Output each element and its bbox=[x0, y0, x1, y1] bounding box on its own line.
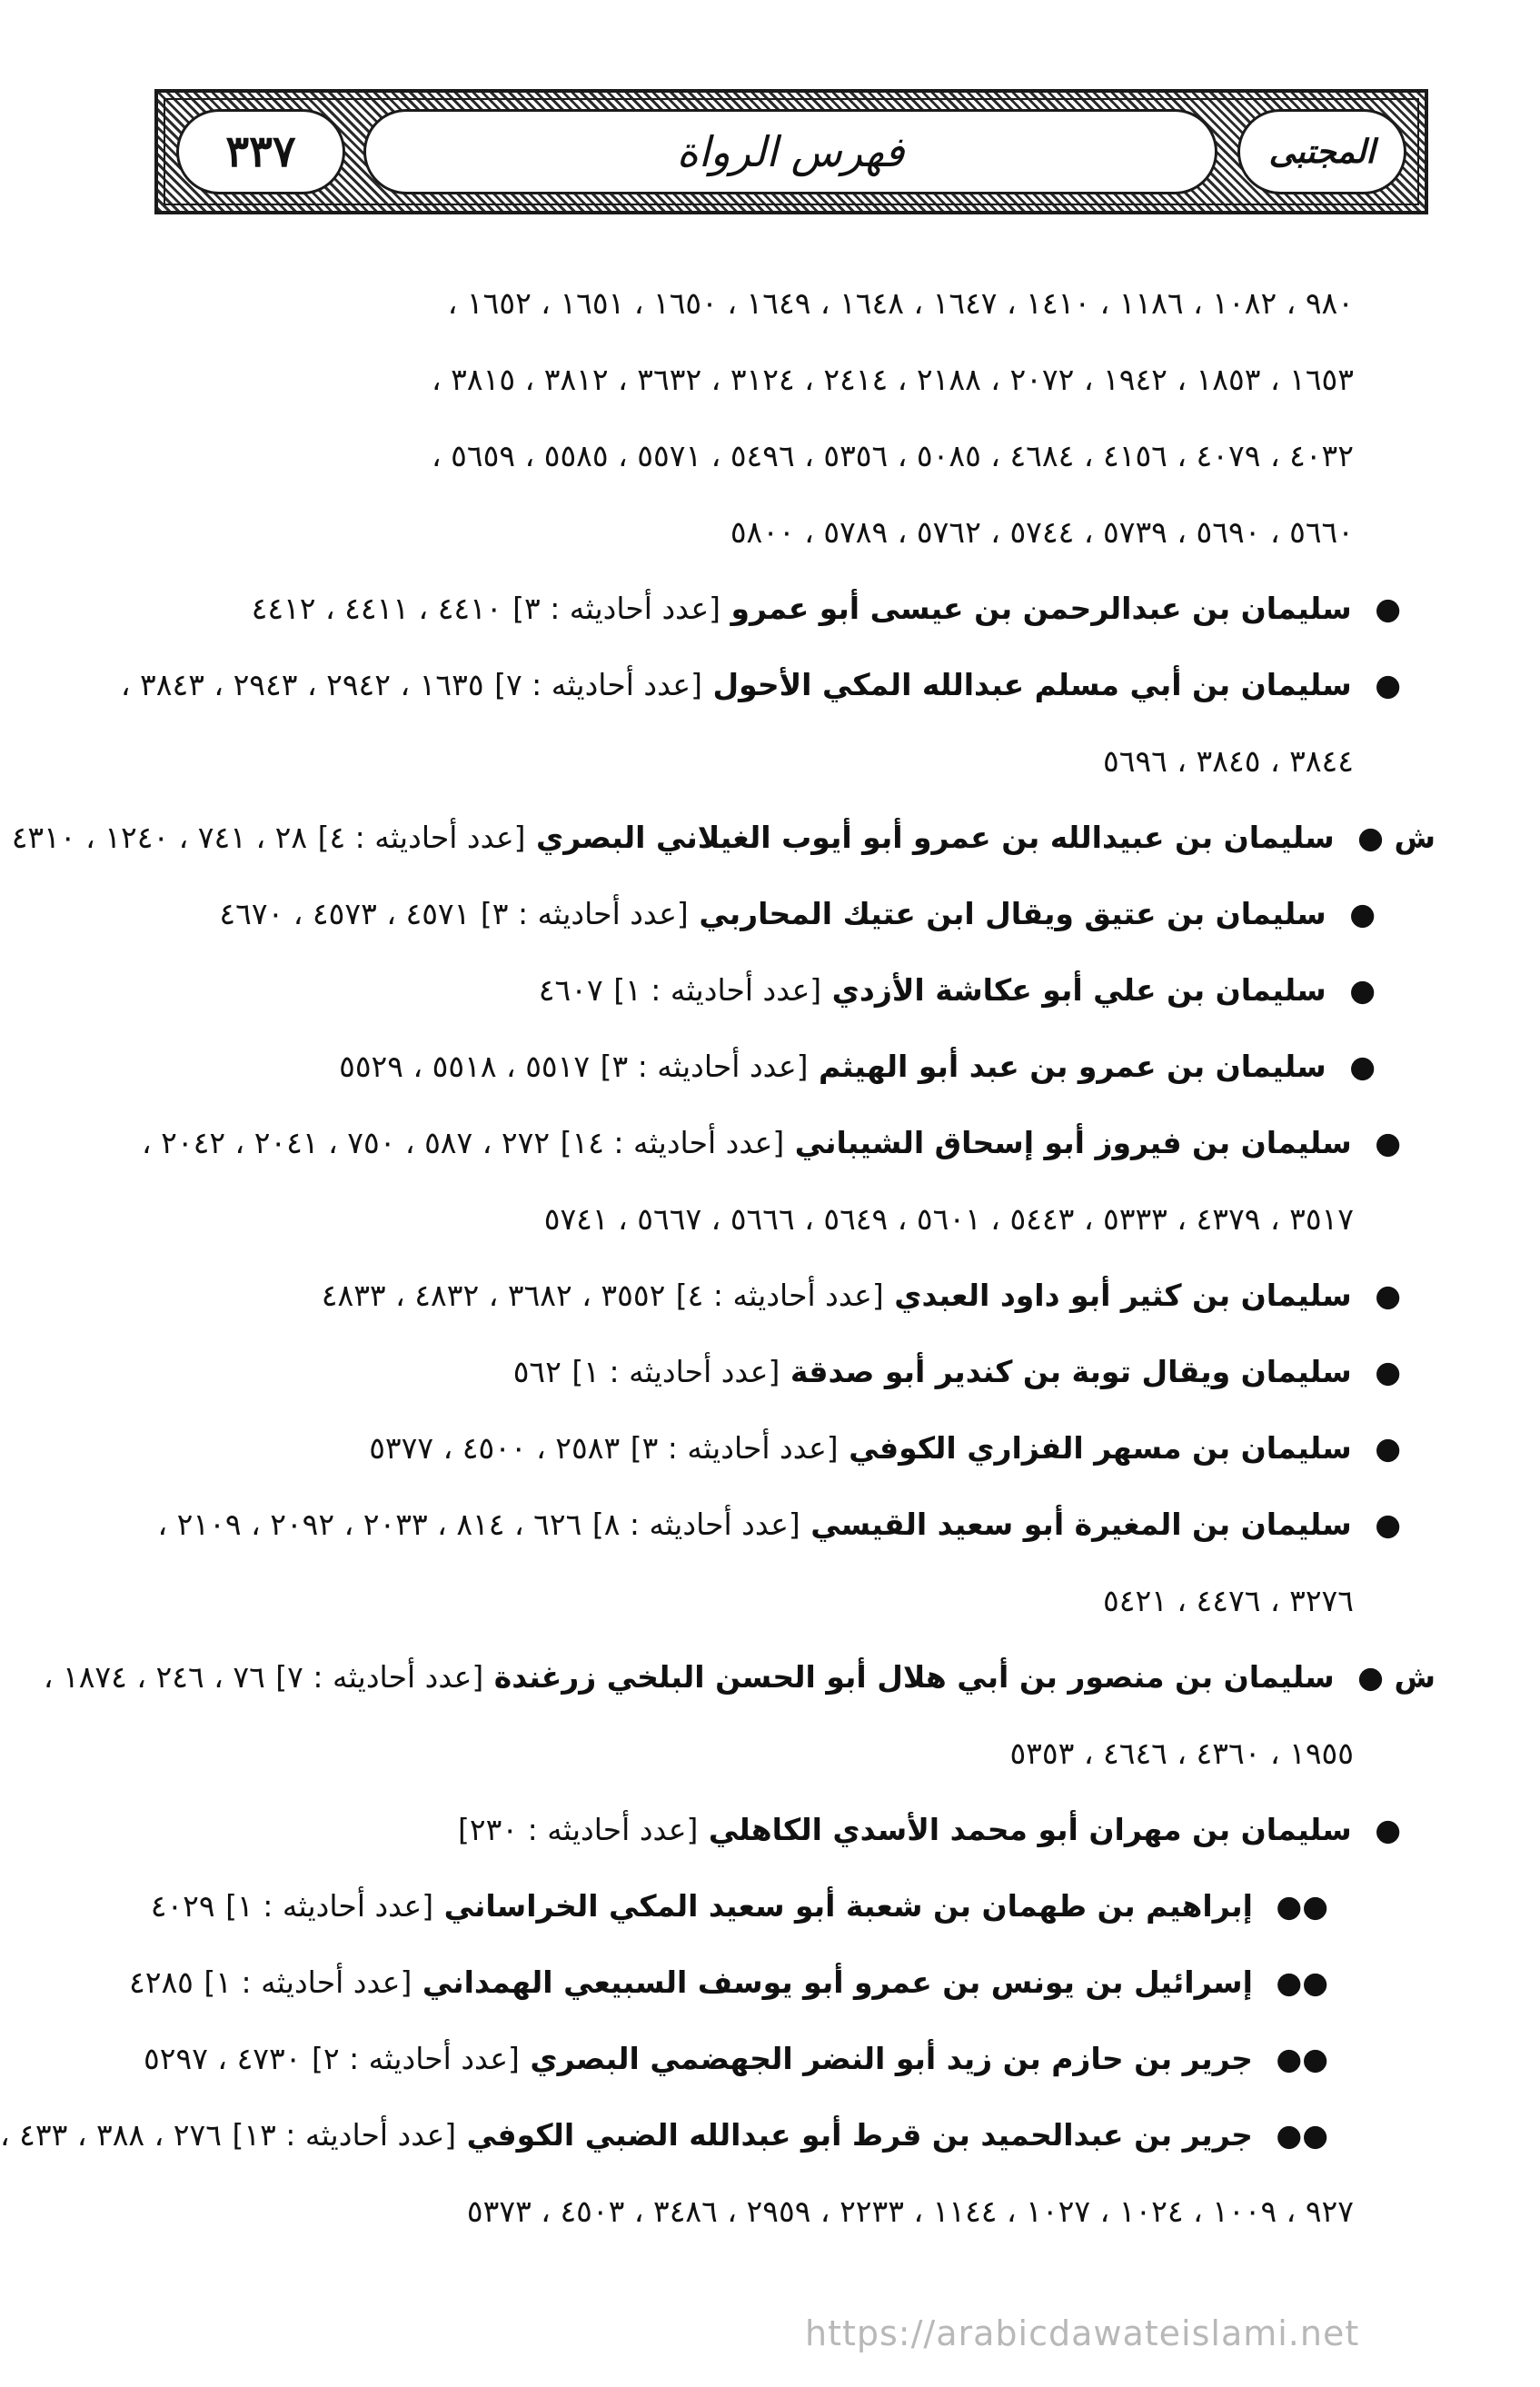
hadith-count: [عدد أحاديثه : ١] bbox=[613, 972, 822, 1008]
hadith-refs-continuation bbox=[153, 1716, 1436, 1792]
narrator-entry bbox=[43, 1639, 1436, 1716]
title-cartouche bbox=[363, 109, 1217, 194]
hadith-count: [عدد أحاديثه : ٣] bbox=[512, 591, 721, 626]
hadith-count: [عدد أحاديثه : ١٣] bbox=[232, 2117, 457, 2153]
entry-marker: ● bbox=[1375, 1507, 1401, 1542]
hadith-refs: ٤٥٧١ ، ٤٥٧٣ ، ٤٦٧٠ bbox=[219, 896, 471, 931]
narrator-name: سليمان بن المغيرة أبو سعيد القيسي bbox=[810, 1507, 1352, 1542]
hadith-count: [عدد أحاديثه : ١] bbox=[225, 1888, 434, 1924]
entry-marker: ● bbox=[1375, 1430, 1401, 1466]
narrator-entry bbox=[153, 1334, 1436, 1410]
entry-marker: ● bbox=[1375, 667, 1401, 702]
hadith-refs: ١٦٥٣ ، ١٨٥٣ ، ١٩٤٢ ، ٢٠٧٢ ، ٢١٨٨ ، ٢٤١٤ ، ٣١٢٤ ، ٣٦٣٢ ، ٣٨١٢ ، ٣٨١٥ ، bbox=[432, 362, 1354, 397]
hadith-count: [عدد أحاديثه : ٤] bbox=[317, 820, 526, 855]
hadith-refs: ٣٢٧٦ ، ٤٤٧٦ ، ٥٤٢١ bbox=[1103, 1583, 1354, 1618]
hadith-refs-continuation bbox=[153, 342, 1436, 418]
narrator-name: جرير بن عبدالحميد بن قرط أبو عبدالله الضبي الكوفي bbox=[466, 2117, 1253, 2153]
narrator-name: سليمان بن عمرو بن عبد أبو الهيثم bbox=[819, 1049, 1326, 1084]
hadith-count: [عدد أحاديثه : ٨] bbox=[591, 1507, 800, 1542]
hadith-refs-continuation bbox=[153, 723, 1436, 800]
narrator-name: سليمان بن عبدالرحمن بن عيسى أبو عمرو bbox=[730, 591, 1352, 626]
hadith-refs: ٤٠٢٩ bbox=[150, 1888, 215, 1924]
narrator-entry bbox=[120, 647, 1436, 723]
hadith-refs: ٩٢٧ ، ١٠٠٩ ، ١٠٢٤ ، ١٠٢٧ ، ١١٤٤ ، ٢٢٣٣ ، ٢٩٥٩ ، ٣٤٨٦ ، ٤٥٠٣ ، ٥٣٧٣ bbox=[466, 2193, 1354, 2229]
narrator-name: إبراهيم بن طهمان بن شعبة أبو سعيد المكي الخراساني bbox=[443, 1888, 1253, 1924]
hadith-refs: ٢٨ ، ٧٤١ ، ١٢٤٠ ، ٤٣١٠ bbox=[11, 820, 308, 855]
hadith-refs: ٤٧٣٠ ، ٥٢٩٧ bbox=[144, 2041, 302, 2076]
hadith-count: [عدد أحاديثه : ٢] bbox=[311, 2041, 520, 2076]
narrator-name: سليمان بن مهران أبو محمد الأسدي الكاهلي bbox=[708, 1812, 1352, 1847]
hadith-refs-continuation bbox=[153, 1181, 1436, 1258]
hadith-count: [عدد أحاديثه : ٣] bbox=[600, 1049, 809, 1084]
page-header bbox=[154, 89, 1428, 214]
hadith-refs: ٤٢٨٥ bbox=[129, 1964, 194, 2000]
narrator-name: سليمان بن علي أبو عكاشة الأزدي bbox=[831, 972, 1326, 1008]
page-number-cartouche bbox=[176, 109, 345, 194]
hadith-refs: ٢٥٨٣ ، ٤٥٠٠ ، ٥٣٧٧ bbox=[369, 1430, 621, 1466]
hadith-refs-continuation bbox=[153, 418, 1436, 494]
hadith-refs: ٢٧٢ ، ٥٨٧ ، ٧٥٠ ، ٢٠٤١ ، ٢٠٤٢ ، bbox=[142, 1125, 551, 1160]
entry-marker: ●● bbox=[1276, 2041, 1328, 2076]
hadith-refs: ٦٢٦ ، ٨١٤ ، ٢٠٣٣ ، ٢٠٩٢ ، ٢١٠٩ ، bbox=[157, 1507, 582, 1542]
hadith-refs: ٤٦٠٧ bbox=[538, 972, 603, 1008]
narrator-name: سليمان بن مسهر الفزاري الكوفي bbox=[849, 1430, 1352, 1466]
hadith-count: [عدد أحاديثه : ٧] bbox=[494, 667, 702, 702]
narrator-entry bbox=[153, 952, 1436, 1029]
entry-marker: ● bbox=[1375, 1354, 1401, 1389]
narrator-entry bbox=[0, 2097, 1436, 2173]
entry-marker: ●● bbox=[1276, 1888, 1328, 1924]
narrators-index-body bbox=[0, 265, 1436, 2250]
narrator-entry bbox=[11, 800, 1436, 876]
page-title: فهرس الرواة bbox=[676, 127, 905, 176]
entry-marker: ●● bbox=[1276, 2117, 1328, 2153]
hadith-refs: ٥٦٢ bbox=[512, 1354, 561, 1389]
book-logo: المجتبى bbox=[1268, 133, 1376, 171]
entry-marker: ● bbox=[1349, 1049, 1376, 1084]
narrator-name: سليمان بن أبي مسلم عبدالله المكي الأحول bbox=[712, 667, 1352, 702]
hadith-refs: ٢٧٦ ، ٣٨٨ ، ٤٣٣ ، bbox=[0, 2117, 222, 2153]
hadith-refs: ٤٤١٠ ، ٤٤١١ ، ٤٤١٢ bbox=[251, 591, 502, 626]
hadith-count: [عدد أحاديثه : ٣] bbox=[480, 896, 689, 931]
watermark-url: https://arabicdawateislami.net bbox=[805, 2313, 1360, 2353]
hadith-refs: ٥٦٦٠ ، ٥٦٩٠ ، ٥٧٣٩ ، ٥٧٤٤ ، ٥٧٦٢ ، ٥٧٨٩ ، ٥٨٠٠ bbox=[730, 514, 1354, 550]
hadith-refs: ٥٥١٧ ، ٥٥١٨ ، ٥٥٢٩ bbox=[339, 1049, 591, 1084]
narrator-entry bbox=[153, 1410, 1436, 1487]
narrator-entry bbox=[153, 1029, 1436, 1105]
entry-marker: ● bbox=[1375, 1125, 1401, 1160]
narrator-entry bbox=[144, 2021, 1436, 2097]
narrator-entry bbox=[153, 571, 1436, 647]
entry-marker: ●● bbox=[1276, 1964, 1328, 2000]
hadith-count: [عدد أحاديثه : ١] bbox=[571, 1354, 780, 1389]
hadith-count: [عدد أحاديثه : ٧] bbox=[275, 1659, 484, 1695]
hadith-count: [عدد أحاديثه : ٢٣٠] bbox=[458, 1812, 699, 1847]
hadith-refs: ٩٨٠ ، ١٠٨٢ ، ١١٨٦ ، ١٤١٠ ، ١٦٤٧ ، ١٦٤٨ ، ١٦٤٩ ، ١٦٥٠ ، ١٦٥١ ، ١٦٥٢ ، bbox=[447, 285, 1354, 321]
hadith-refs: ٧٦ ، ٢٤٦ ، ١٨٧٤ ، bbox=[43, 1659, 265, 1695]
hadith-refs: ١٦٣٥ ، ٢٩٤٢ ، ٢٩٤٣ ، ٣٨٤٣ ، bbox=[120, 667, 484, 702]
narrator-name: سليمان بن عبيدالله بن عمرو أبو أيوب الغيلاني البصري bbox=[536, 820, 1335, 855]
entry-marker: ● bbox=[1375, 1278, 1401, 1313]
narrator-name: سليمان بن كثير أبو داود العبدي bbox=[894, 1278, 1352, 1313]
narrator-name: سليمان بن عتيق ويقال ابن عتيك المحاربي bbox=[699, 896, 1326, 931]
narrator-entry bbox=[153, 876, 1436, 952]
book-logo-cartouche bbox=[1237, 109, 1406, 194]
hadith-refs: ٣٨٤٤ ، ٣٨٤٥ ، ٥٦٩٦ bbox=[1103, 743, 1354, 779]
entry-marker: ● bbox=[1375, 1812, 1401, 1847]
page-number: ٣٣٧ bbox=[225, 126, 296, 177]
hadith-refs-continuation bbox=[153, 494, 1436, 571]
entry-marker: ● bbox=[1375, 591, 1401, 626]
hadith-refs-continuation bbox=[153, 2173, 1436, 2250]
narrator-entry bbox=[153, 1792, 1436, 1868]
hadith-refs: ١٩٥٥ ، ٤٣٦٠ ، ٤٦٤٦ ، ٥٣٥٣ bbox=[1009, 1736, 1354, 1771]
narrator-name: سليمان ويقال توبة بن كندير أبو صدقة bbox=[790, 1354, 1352, 1389]
entry-marker: ● bbox=[1349, 896, 1376, 931]
entry-marker: ش ● bbox=[1357, 1659, 1436, 1695]
entry-marker: ش ● bbox=[1357, 820, 1436, 855]
narrator-entry bbox=[150, 1868, 1436, 1944]
narrator-entry bbox=[129, 1944, 1436, 2021]
narrator-name: إسرائيل بن يونس بن عمرو أبو يوسف السبيعي الهمداني bbox=[422, 1964, 1253, 2000]
narrator-entry bbox=[153, 1258, 1436, 1334]
hadith-refs: ٣٥٥٢ ، ٣٦٨٢ ، ٤٨٣٢ ، ٤٨٣٣ bbox=[321, 1278, 666, 1313]
hadith-count: [عدد أحاديثه : ١] bbox=[204, 1964, 412, 2000]
hadith-count: [عدد أحاديثه : ١٤] bbox=[560, 1125, 785, 1160]
hadith-refs: ٤٠٣٢ ، ٤٠٧٩ ، ٤١٥٦ ، ٤٦٨٤ ، ٥٠٨٥ ، ٥٣٥٦ ، ٥٤٩٦ ، ٥٥٧١ ، ٥٥٨٥ ، ٥٦٥٩ ، bbox=[432, 438, 1354, 473]
narrator-name: جرير بن حازم بن زيد أبو النضر الجهضمي البصري bbox=[530, 2041, 1253, 2076]
hadith-count: [عدد أحاديثه : ٣] bbox=[630, 1430, 839, 1466]
hadith-refs-continuation bbox=[153, 265, 1436, 342]
hadith-refs-continuation bbox=[153, 1563, 1436, 1639]
narrator-entry bbox=[142, 1105, 1436, 1181]
hadith-refs: ٣٥١٧ ، ٤٣٧٩ ، ٥٣٣٣ ، ٥٤٤٣ ، ٥٦٠١ ، ٥٦٤٩ ، ٥٦٦٦ ، ٥٦٦٧ ، ٥٧٤١ bbox=[543, 1201, 1354, 1237]
hadith-count: [عدد أحاديثه : ٤] bbox=[675, 1278, 884, 1313]
narrator-name: سليمان بن فيروز أبو إسحاق الشيباني bbox=[794, 1125, 1352, 1160]
narrator-entry bbox=[153, 1487, 1436, 1563]
entry-marker: ● bbox=[1349, 972, 1376, 1008]
narrator-name: سليمان بن منصور بن أبي هلال أبو الحسن البلخي زرغندة bbox=[493, 1659, 1335, 1695]
